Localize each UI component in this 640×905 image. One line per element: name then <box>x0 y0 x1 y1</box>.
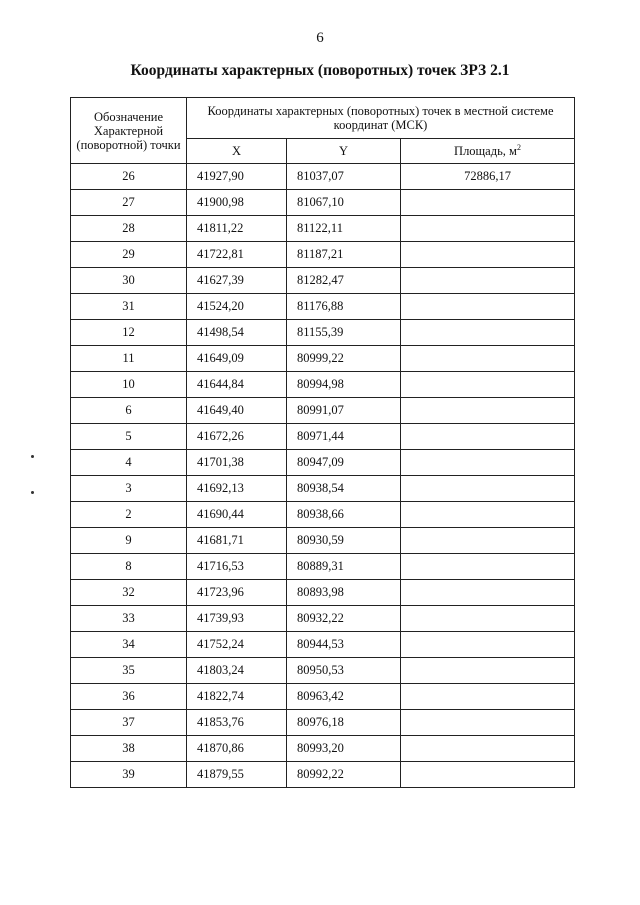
x-coordinate-cell: 41672,26 <box>187 424 287 450</box>
x-coordinate-cell: 41723,96 <box>187 580 287 606</box>
document-title: Координаты характерных (поворотных) точек ЗРЗ 2.1 <box>130 62 510 79</box>
point-id-cell: 32 <box>71 580 187 606</box>
point-id-cell: 27 <box>71 190 187 216</box>
area-cell <box>401 476 575 502</box>
x-coordinate-cell: 41692,13 <box>187 476 287 502</box>
y-coordinate-cell: 81187,21 <box>287 242 401 268</box>
x-coordinate-cell: 41811,22 <box>187 216 287 242</box>
x-coordinate-cell: 41627,39 <box>187 268 287 294</box>
area-column-header <box>401 139 575 164</box>
y-coordinate-cell: 80950,53 <box>287 658 401 684</box>
y-coordinate-cell: 80963,42 <box>287 684 401 710</box>
area-cell <box>401 294 575 320</box>
area-cell: 72886,17 <box>401 164 575 190</box>
table-row <box>71 710 575 736</box>
point-id-cell: 29 <box>71 242 187 268</box>
point-id-cell: 8 <box>71 554 187 580</box>
table-body <box>71 164 575 788</box>
x-coordinate-cell: 41822,74 <box>187 684 287 710</box>
x-coordinate-cell: 41722,81 <box>187 242 287 268</box>
area-cell <box>401 632 575 658</box>
table-row <box>71 268 575 294</box>
point-id-cell: 5 <box>71 424 187 450</box>
point-id-cell: 11 <box>71 346 187 372</box>
area-cell <box>401 242 575 268</box>
table-row <box>71 736 575 762</box>
x-coordinate-cell: 41927,90 <box>187 164 287 190</box>
x-coordinate-cell: 41900,98 <box>187 190 287 216</box>
table-row <box>71 242 575 268</box>
point-id-cell: 10 <box>71 372 187 398</box>
x-coordinate-cell: 41524,20 <box>187 294 287 320</box>
area-cell <box>401 606 575 632</box>
table-row <box>71 658 575 684</box>
point-id-cell: 36 <box>71 684 187 710</box>
y-coordinate-cell: 80991,07 <box>287 398 401 424</box>
table-row <box>71 528 575 554</box>
x-coordinate-cell: 41498,54 <box>187 320 287 346</box>
y-coordinate-cell: 81122,11 <box>287 216 401 242</box>
point-id-cell: 6 <box>71 398 187 424</box>
area-header-superscript: 2 <box>516 142 521 152</box>
x-coordinate-cell: 41649,40 <box>187 398 287 424</box>
table-header-row <box>71 98 575 139</box>
y-coordinate-cell: 80944,53 <box>287 632 401 658</box>
x-coordinate-cell: 41690,44 <box>187 502 287 528</box>
area-cell <box>401 528 575 554</box>
y-coordinate-cell: 81155,39 <box>287 320 401 346</box>
table-row <box>71 502 575 528</box>
y-coordinate-cell: 81037,07 <box>287 164 401 190</box>
y-coordinate-cell: 80930,59 <box>287 528 401 554</box>
table-row <box>71 554 575 580</box>
area-header-label: Площадь, м <box>454 144 517 159</box>
page-number: 6 <box>316 30 324 46</box>
y-coordinate-cell: 80999,22 <box>287 346 401 372</box>
table-row <box>71 606 575 632</box>
coordinates-group-header: Координаты характерных (поворотных) точек в местной системе координат (МСК) <box>187 98 575 139</box>
area-cell <box>401 502 575 528</box>
area-cell <box>401 450 575 476</box>
y-column-header: Y <box>287 139 401 164</box>
area-cell <box>401 346 575 372</box>
x-coordinate-cell: 41870,86 <box>187 736 287 762</box>
x-coordinate-cell: 41716,53 <box>187 554 287 580</box>
point-id-cell: 37 <box>71 710 187 736</box>
y-coordinate-cell: 81067,10 <box>287 190 401 216</box>
y-coordinate-cell: 80947,09 <box>287 450 401 476</box>
table-row <box>71 450 575 476</box>
y-coordinate-cell: 80889,31 <box>287 554 401 580</box>
point-id-cell: 33 <box>71 606 187 632</box>
point-id-cell: 31 <box>71 294 187 320</box>
point-id-cell: 39 <box>71 762 187 788</box>
table-row <box>71 476 575 502</box>
table-row <box>71 346 575 372</box>
point-id-cell: 35 <box>71 658 187 684</box>
y-coordinate-cell: 80971,44 <box>287 424 401 450</box>
x-coordinate-cell: 41803,24 <box>187 658 287 684</box>
table-row <box>71 216 575 242</box>
x-coordinate-cell: 41879,55 <box>187 762 287 788</box>
x-column-header: X <box>187 139 287 164</box>
x-coordinate-cell: 41739,93 <box>187 606 287 632</box>
table-row <box>71 632 575 658</box>
point-id-cell: 34 <box>71 632 187 658</box>
point-id-cell: 38 <box>71 736 187 762</box>
area-cell <box>401 216 575 242</box>
table-row <box>71 294 575 320</box>
point-id-cell: 28 <box>71 216 187 242</box>
table-row <box>71 580 575 606</box>
table-row <box>71 320 575 346</box>
table-row <box>71 164 575 190</box>
y-coordinate-cell: 80993,20 <box>287 736 401 762</box>
y-coordinate-cell: 81176,88 <box>287 294 401 320</box>
table-row <box>71 684 575 710</box>
point-id-cell: 4 <box>71 450 187 476</box>
area-cell <box>401 762 575 788</box>
scan-speck <box>31 491 34 494</box>
area-cell <box>401 684 575 710</box>
y-coordinate-cell: 80938,54 <box>287 476 401 502</box>
scan-speck <box>31 455 34 458</box>
area-cell <box>401 424 575 450</box>
point-id-cell: 3 <box>71 476 187 502</box>
area-cell <box>401 398 575 424</box>
y-coordinate-cell: 80976,18 <box>287 710 401 736</box>
x-coordinate-cell: 41681,71 <box>187 528 287 554</box>
table-row <box>71 372 575 398</box>
x-coordinate-cell: 41649,09 <box>187 346 287 372</box>
point-id-cell: 12 <box>71 320 187 346</box>
y-coordinate-cell: 80994,98 <box>287 372 401 398</box>
coordinates-table <box>70 97 575 788</box>
area-cell <box>401 710 575 736</box>
area-cell <box>401 372 575 398</box>
x-coordinate-cell: 41752,24 <box>187 632 287 658</box>
y-coordinate-cell: 80932,22 <box>287 606 401 632</box>
y-coordinate-cell: 80992,22 <box>287 762 401 788</box>
point-id-cell: 2 <box>71 502 187 528</box>
table-row <box>71 190 575 216</box>
x-coordinate-cell: 41853,76 <box>187 710 287 736</box>
y-coordinate-cell: 81282,47 <box>287 268 401 294</box>
area-cell <box>401 658 575 684</box>
area-cell <box>401 580 575 606</box>
x-coordinate-cell: 41644,84 <box>187 372 287 398</box>
area-cell <box>401 190 575 216</box>
table-row <box>71 762 575 788</box>
table-row <box>71 398 575 424</box>
area-cell <box>401 736 575 762</box>
area-cell <box>401 268 575 294</box>
point-column-header: Обозначение Характерной (поворотной) точки <box>71 98 187 164</box>
point-id-cell: 26 <box>71 164 187 190</box>
point-id-cell: 9 <box>71 528 187 554</box>
area-cell <box>401 320 575 346</box>
y-coordinate-cell: 80938,66 <box>287 502 401 528</box>
table-row <box>71 424 575 450</box>
point-id-cell: 30 <box>71 268 187 294</box>
area-cell <box>401 554 575 580</box>
y-coordinate-cell: 80893,98 <box>287 580 401 606</box>
x-coordinate-cell: 41701,38 <box>187 450 287 476</box>
